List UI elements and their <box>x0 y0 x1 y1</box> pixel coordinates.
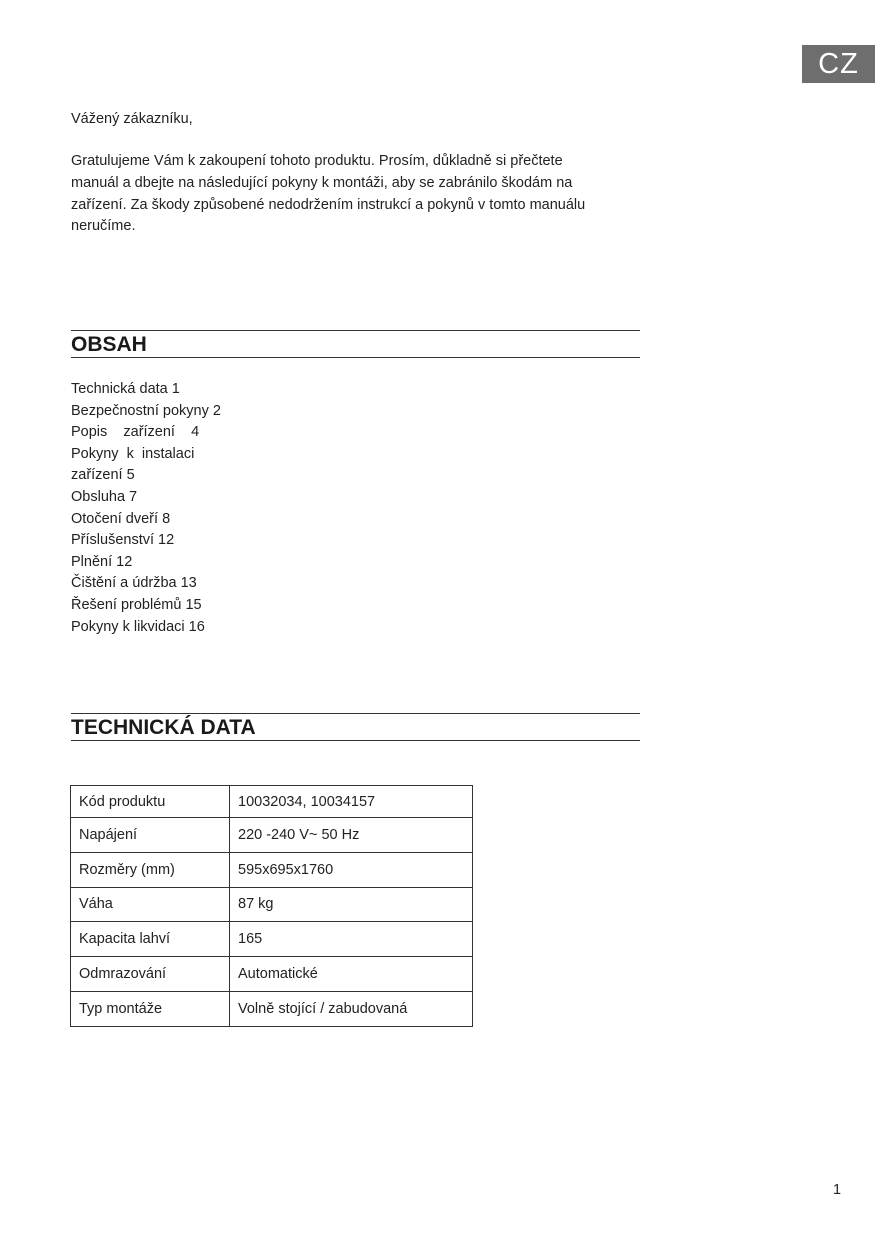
spec-label: Rozměry (mm) <box>71 852 230 887</box>
spec-value: 595x695x1760 <box>230 852 473 887</box>
spec-value: Volně stojící / zabudovaná <box>230 991 473 1026</box>
table-row <box>71 852 473 887</box>
spec-value: 220 -240 V~ 50 Hz <box>230 818 473 853</box>
spec-value: 87 kg <box>230 887 473 922</box>
toc-item: zařízení 5 <box>71 467 135 484</box>
table-row <box>71 991 473 1026</box>
table-row <box>71 887 473 922</box>
toc-item: Otočení dveří 8 <box>71 510 171 527</box>
contents-section-header <box>71 330 640 358</box>
table-row <box>71 922 473 957</box>
salutation: Vážený zákazníku, <box>71 111 193 127</box>
technical-data-table <box>70 785 473 1027</box>
intro-line: neručíme. <box>71 218 136 235</box>
toc-item: Pokyny k instalaci <box>71 445 195 462</box>
spec-label: Typ montáže <box>71 991 230 1026</box>
contents-title: OBSAH <box>71 333 147 356</box>
spec-value: 10032034, 10034157 <box>230 786 473 818</box>
spec-label: Odmrazování <box>71 957 230 992</box>
table-row <box>71 786 473 818</box>
toc-item: Pokyny k likvidaci 16 <box>71 618 205 635</box>
technical-data-title: TECHNICKÁ DATA <box>71 716 256 739</box>
intro-line: manuál a dbejte na následující pokyny k montáži, aby se zabránilo škodám na <box>71 174 573 191</box>
table-row <box>71 818 473 853</box>
toc-item: Příslušenství 12 <box>71 532 175 549</box>
toc-item: Řešení problémů 15 <box>71 596 202 613</box>
language-badge: CZ <box>802 45 875 83</box>
toc-item: Obsluha 7 <box>71 488 138 505</box>
technical-data-section-header <box>71 713 640 741</box>
spec-value: Automatické <box>230 957 473 992</box>
toc-item: Popis zařízení 4 <box>71 424 200 441</box>
spec-label: Napájení <box>71 818 230 853</box>
intro-paragraph <box>71 151 631 238</box>
table-row <box>71 957 473 992</box>
intro-line: zařízení. Za škody způsobené nedodržením instrukcí a pokynů v tomto manuálu <box>71 196 586 213</box>
spec-label: Kapacita lahví <box>71 922 230 957</box>
toc-item: Bezpečnostní pokyny 2 <box>71 402 221 419</box>
spec-label: Kód produktu <box>71 786 230 818</box>
toc-item: Technická data 1 <box>71 381 180 397</box>
intro-line: Gratulujeme Vám k zakoupení tohoto produktu. Prosím, důkladně si přečtete <box>71 153 563 169</box>
toc-item: Plnění 12 <box>71 553 133 570</box>
toc-item: Čištění a údržba 13 <box>71 575 197 592</box>
spec-label: Váha <box>71 887 230 922</box>
spec-value: 165 <box>230 922 473 957</box>
table-of-contents <box>71 379 221 638</box>
page-number: 1 <box>833 1182 842 1198</box>
